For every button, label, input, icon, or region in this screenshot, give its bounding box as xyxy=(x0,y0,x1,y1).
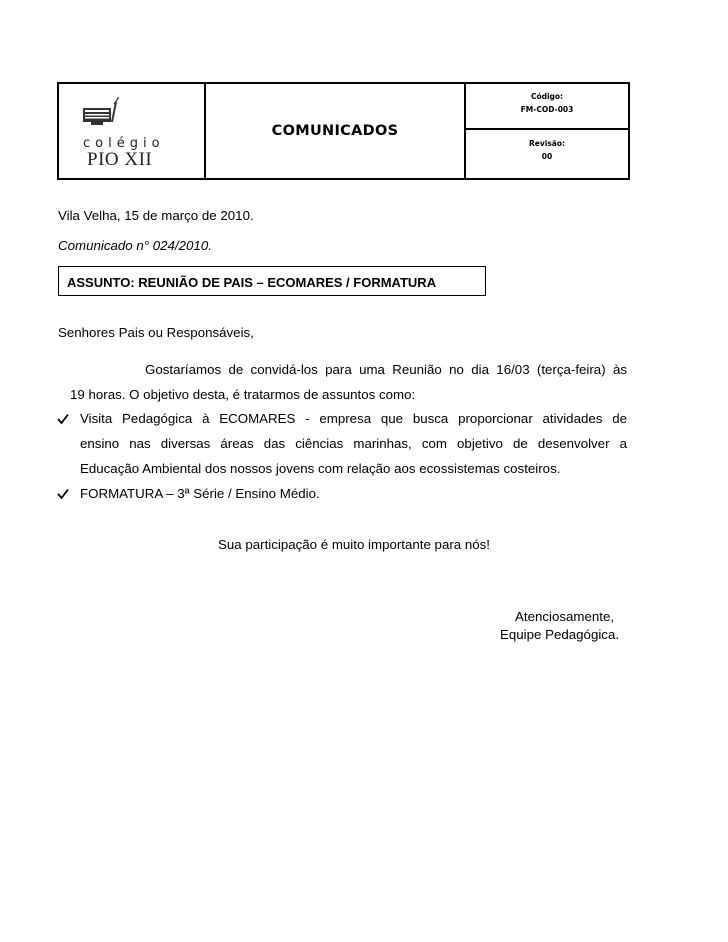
logo-cell xyxy=(59,84,206,178)
code-cell xyxy=(466,84,628,178)
body-line-2: 19 horas. O objetivo desta, é tratarmos de assuntos como: xyxy=(70,387,416,402)
bullet-1-line-3: Educação Ambiental dos nossos jovens com relação aos ecossistemas costeiros. xyxy=(80,461,561,476)
bullet-1-line-1: Visita Pedagógica à ECOMARES - empresa que busca proporcionar atividades de xyxy=(80,411,627,426)
bullet-1-line-2: ensino nas diversas áreas das ciências marinhas, com objetivo de desenvolver a xyxy=(80,436,627,451)
salutation: Senhores Pais ou Responsáveis, xyxy=(58,325,254,340)
school-logo-icon xyxy=(81,96,121,136)
signature-line-2: Equipe Pedagógica. xyxy=(500,627,620,642)
bullet-2: FORMATURA – 3ª Série / Ensino Médio. xyxy=(80,486,320,501)
revision-label: Revisão: xyxy=(529,139,565,148)
bullet-1 xyxy=(80,406,627,481)
subject-box xyxy=(58,266,486,296)
bullet-1-check-icon xyxy=(57,413,69,425)
logo-name: PIO XII xyxy=(87,149,153,170)
communique-number: Comunicado n° 024/2010. xyxy=(58,238,212,253)
revision-block xyxy=(466,130,628,178)
closing-note: Sua participação é muito importante para nós! xyxy=(218,537,491,552)
title-cell xyxy=(206,84,466,178)
revision-value: 00 xyxy=(541,152,553,161)
signature-line-1: Atenciosamente, xyxy=(515,609,615,624)
date-line: Vila Velha, 15 de março de 2010. xyxy=(58,208,254,223)
code-block xyxy=(466,84,628,130)
body-line-1 xyxy=(145,362,627,377)
subject-text: ASSUNTO: REUNIÃO DE PAIS – ECOMARES / FORMATURA xyxy=(67,275,437,290)
document-title: COMUNICADOS xyxy=(271,123,399,139)
document-header xyxy=(57,82,630,180)
logo-word: colégio xyxy=(83,136,165,151)
code-label: Código: xyxy=(530,92,564,101)
bullet-2-check-icon xyxy=(57,488,69,500)
code-value: FM-COD-003 xyxy=(520,105,574,114)
body-line-1-text: Gostaríamos de convidá-los para uma Reunião no dia 16/03 (terça-feira) às xyxy=(145,362,627,377)
